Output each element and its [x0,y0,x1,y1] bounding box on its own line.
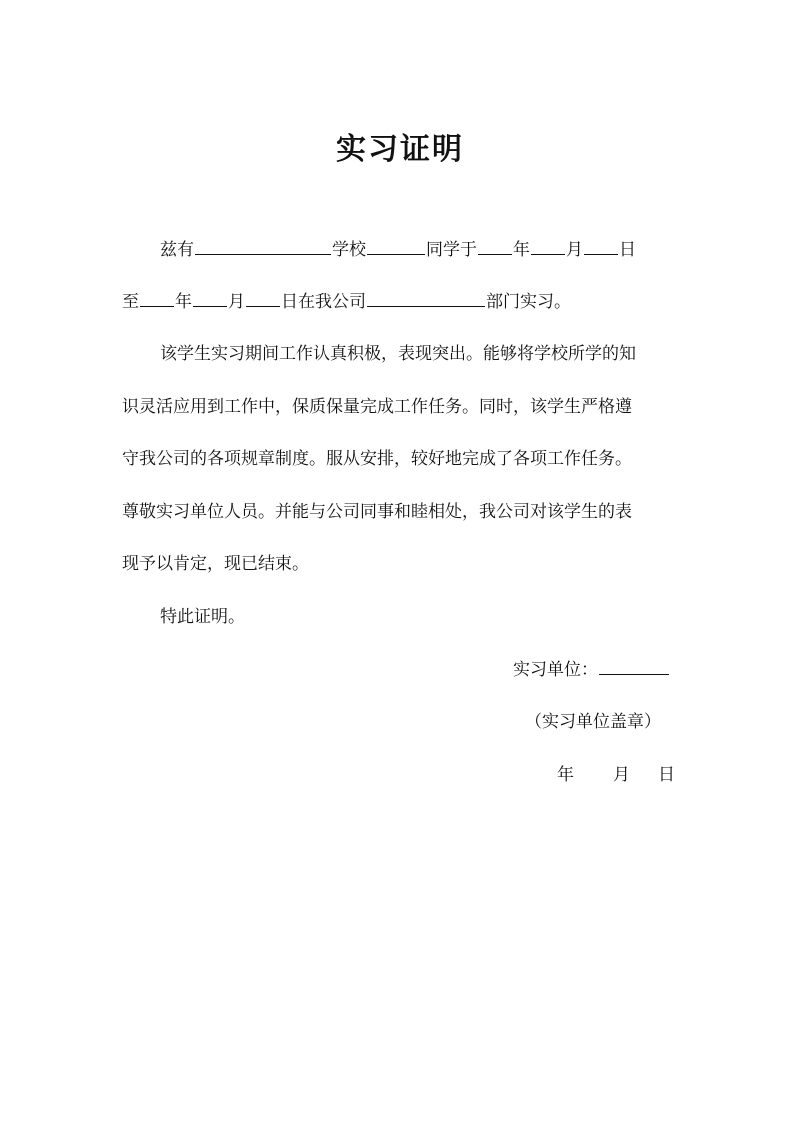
document-title: 实习证明 [336,132,464,167]
date-month-label: 月 [613,765,630,785]
start-day-blank [584,236,618,255]
line2-day-company: 日在我公司 [281,292,366,312]
body-line: 该学生实习期间工作认真积极，表现突出。能够将学校所学的知 [160,344,636,364]
body-line: 现予以肯定，现已结束。 [122,554,309,574]
date-day-label: 日 [658,765,675,785]
line2-prefix: 至 [122,292,139,312]
student-name-blank [367,236,425,255]
line2-month: 月 [228,292,245,312]
end-month-blank [193,288,227,307]
line1-school-suffix: 学校 [332,240,366,260]
body-line: 守我公司的各项规章制度。服从安排，较好地完成了各项工作任务。 [122,449,632,469]
line1-student-suffix: 同学于 [426,240,477,260]
end-day-blank [246,288,280,307]
fill-line-1 [160,236,636,262]
seal-label: （实习单位盖章） [525,712,661,732]
closing-statement: 特此证明。 [160,607,245,627]
date-year-label: 年 [557,765,574,785]
fill-line-2 [122,288,571,314]
signature-date [557,762,675,788]
start-month-blank [531,236,565,255]
end-year-blank [140,288,174,307]
internship-unit-label: 实习单位： [513,660,598,680]
line1-year: 年 [513,240,530,260]
body-line: 识灵活应用到工作中，保质保量完成工作任务。同时，该学生严格遵 [122,397,632,417]
start-year-blank [478,236,512,255]
department-blank [367,288,485,307]
internship-unit-line [513,656,670,683]
line2-year: 年 [175,292,192,312]
school-name-blank [195,236,331,255]
line2-dept-suffix: 部门实习。 [486,292,571,312]
line1-month: 月 [566,240,583,260]
line1-day: 日 [619,240,636,260]
line1-prefix: 兹有 [160,240,194,260]
internship-unit-blank [599,656,669,675]
body-line: 尊敬实习单位人员。并能与公司同事和睦相处，我公司对该学生的表 [122,502,632,522]
